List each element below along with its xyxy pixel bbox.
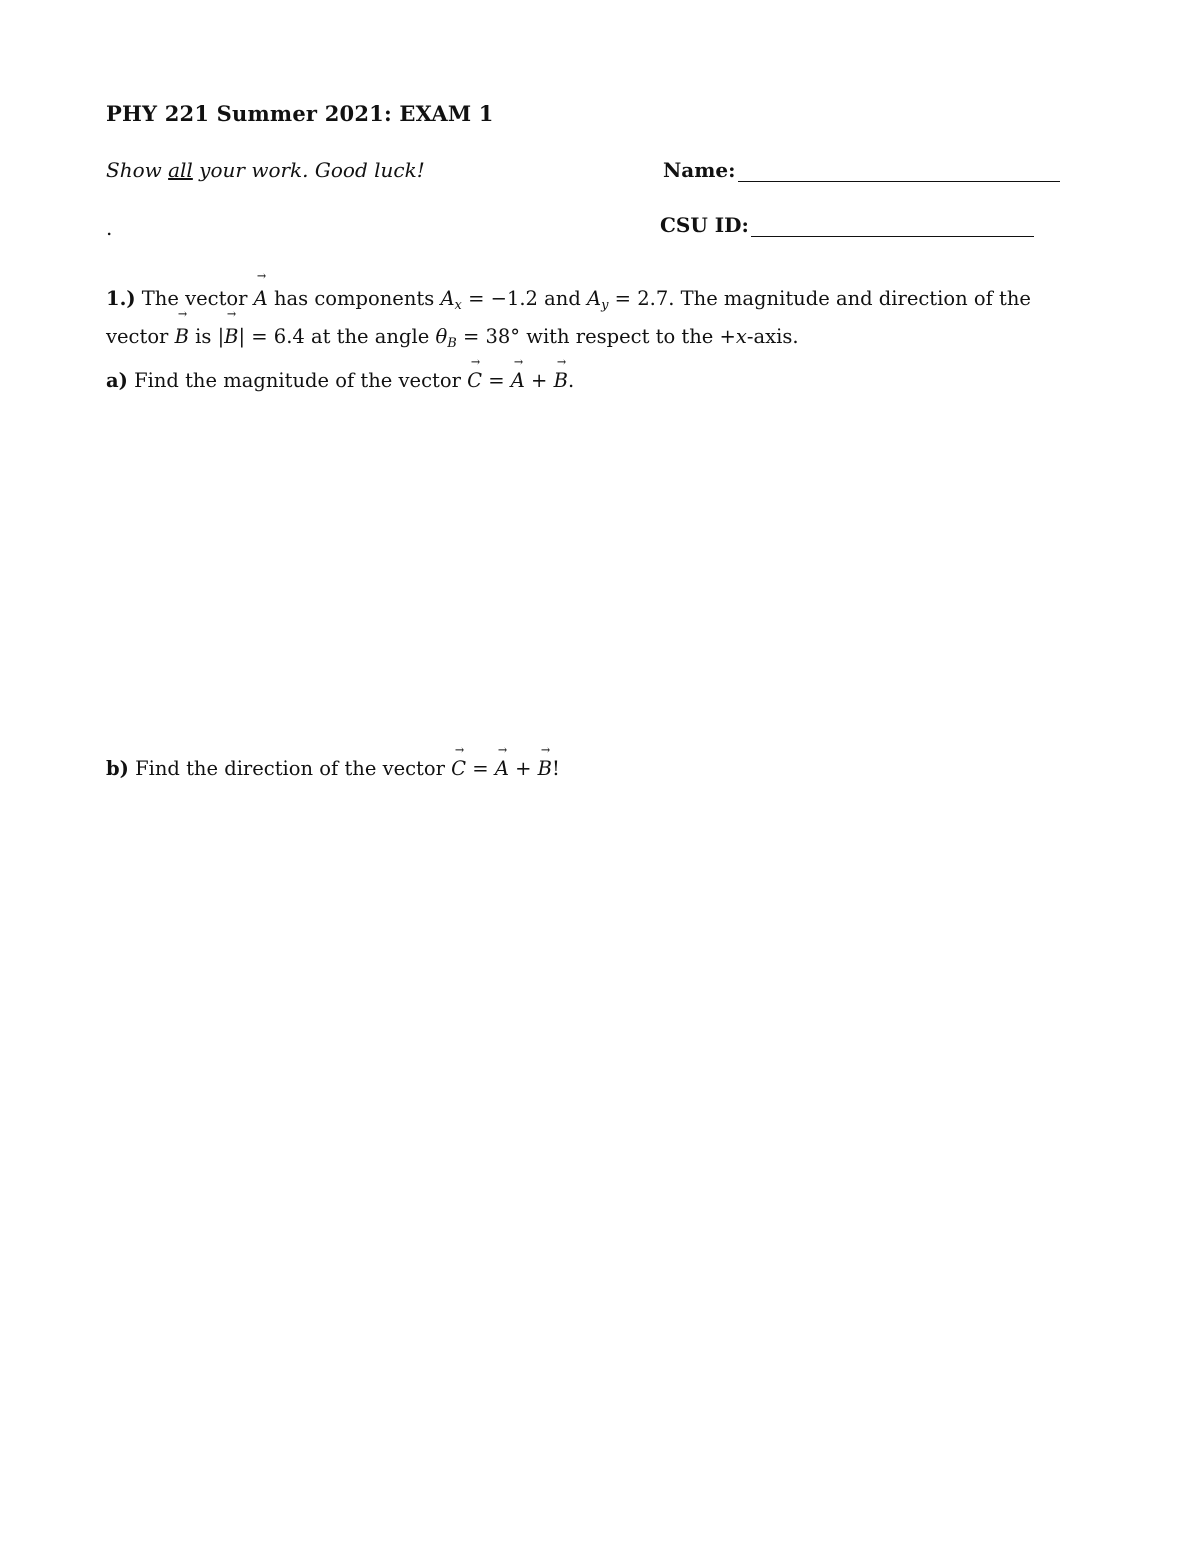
vector-b-symbol: → B bbox=[224, 321, 238, 352]
part-b-label: b) bbox=[106, 757, 129, 780]
vector-b-symbol: → B bbox=[175, 321, 189, 352]
csu-id-blank-line bbox=[751, 216, 1034, 237]
vector-c-symbol: → C bbox=[467, 369, 482, 392]
exam-title: PHY 221 Summer 2021: EXAM 1 bbox=[106, 101, 494, 126]
text: The vector bbox=[135, 287, 254, 310]
dot-mark: . bbox=[106, 216, 113, 240]
text: ! bbox=[552, 757, 560, 780]
vector-a-symbol: → A bbox=[511, 369, 525, 392]
name-label: Name: bbox=[663, 158, 736, 182]
theta-symbol: θ bbox=[435, 325, 448, 348]
text: = bbox=[466, 757, 495, 780]
part-a-label: a) bbox=[106, 369, 128, 392]
ax-symbol: A bbox=[440, 287, 455, 310]
text: = bbox=[482, 369, 511, 392]
text: = 2.7. The magnitude and direction of the bbox=[608, 287, 1031, 310]
csu-id-label: CSU ID: bbox=[660, 213, 749, 237]
theta-subscript: B bbox=[447, 336, 457, 351]
ay-subscript: y bbox=[601, 298, 609, 313]
name-blank-line bbox=[738, 161, 1060, 182]
problem-1-line-1 bbox=[106, 283, 1106, 321]
text: is | bbox=[188, 325, 225, 348]
csu-id-field bbox=[660, 213, 1034, 237]
text: -axis. bbox=[746, 325, 799, 348]
text: + bbox=[508, 757, 538, 780]
text: Find the direction of the vector bbox=[128, 757, 452, 780]
part-a bbox=[106, 369, 574, 392]
text: Find the magnitude of the vector bbox=[127, 369, 468, 392]
instructions-post: your work. Good luck! bbox=[192, 158, 425, 182]
problem-1-line-2 bbox=[106, 321, 1106, 359]
problem-1 bbox=[106, 283, 1106, 359]
part-b bbox=[106, 757, 560, 780]
vector-a-symbol: → A bbox=[495, 757, 509, 780]
text: = 38° with respect to the + bbox=[456, 325, 736, 348]
text: + bbox=[524, 369, 554, 392]
ay-symbol: A bbox=[587, 287, 602, 310]
instructions bbox=[106, 158, 425, 182]
vector-b-symbol: → B bbox=[538, 757, 552, 780]
vector-a-symbol: → A bbox=[254, 283, 268, 314]
ax-subscript: x bbox=[454, 298, 462, 313]
vector-c-symbol: → C bbox=[451, 757, 466, 780]
text: . bbox=[567, 369, 575, 392]
text: has components bbox=[267, 287, 441, 310]
text: vector bbox=[106, 325, 175, 348]
name-field bbox=[663, 158, 1060, 182]
text: = −1.2 and bbox=[461, 287, 588, 310]
instructions-underlined: all bbox=[168, 158, 193, 182]
problem-number: 1.) bbox=[106, 287, 136, 310]
vector-b-symbol: → B bbox=[554, 369, 568, 392]
instructions-pre: Show bbox=[106, 158, 169, 182]
text: | = 6.4 at the angle bbox=[238, 325, 436, 348]
x-symbol: x bbox=[735, 325, 747, 348]
